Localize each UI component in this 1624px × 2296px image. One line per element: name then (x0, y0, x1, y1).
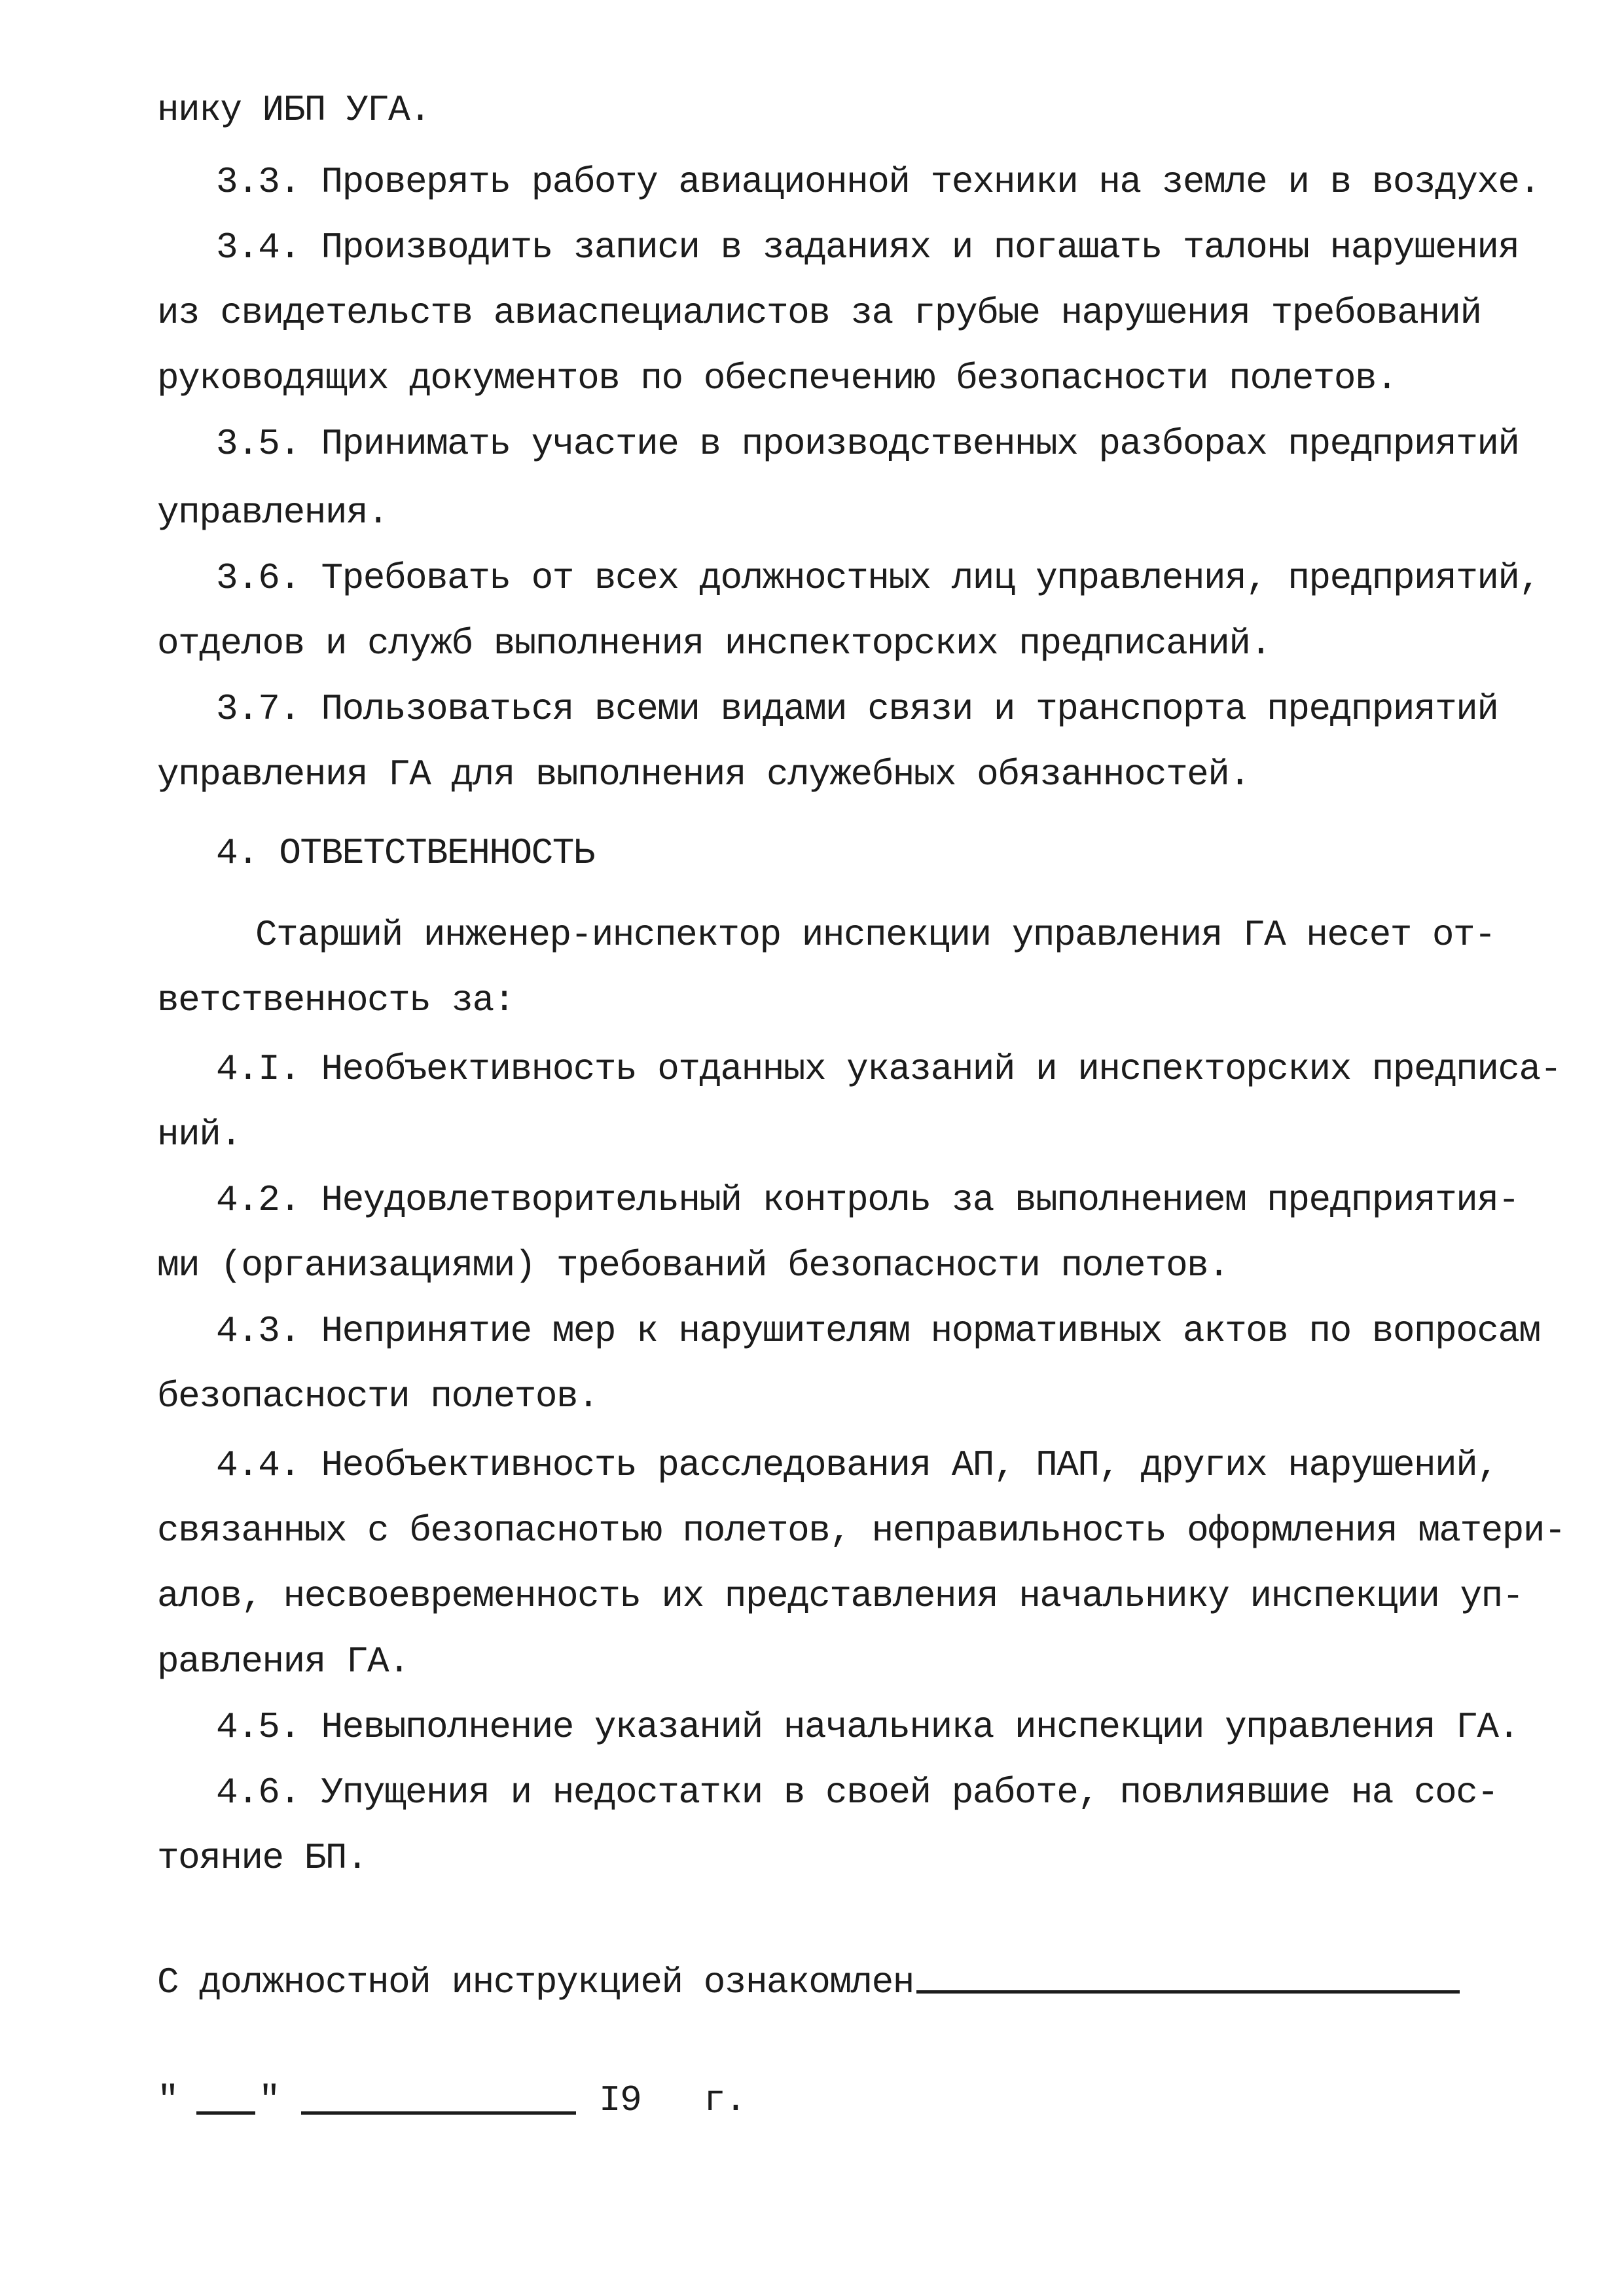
section-4-heading: 4. ОТВЕТСТВЕННОСТЬ (216, 832, 594, 874)
item-3-4-line-3: руководящих документов по обеспечению безопасности полетов. (157, 357, 1398, 399)
item-3-3-line-1: 3.3. Проверять работу авиационной техники на земле и в воздухе. (216, 161, 1540, 203)
acknowledgement-text: С должностной инструкцией ознакомлен (157, 1961, 914, 2003)
date-quote-close: " (259, 2079, 280, 2121)
date-quote-open: " (157, 2079, 179, 2121)
item-3-4-line-1: 3.4. Производить записи в заданиях и погашать талоны нарушения (216, 227, 1519, 268)
item-3-5-line-1: 3.5. Принимать участие в производственных разборах предприятий (216, 423, 1519, 465)
item-4-4-line-3: алов, несвоевременность их представления начальнику инспекции уп- (157, 1575, 1523, 1617)
year-suffix: г. (704, 2079, 746, 2121)
item-4-4-line-4: равления ГА. (157, 1641, 410, 1683)
item-4-4-line-2: связанных с безопаснотью полетов, неправильность оформления матери- (157, 1510, 1566, 1552)
item-3-5-line-2: управления. (157, 492, 389, 534)
item-4-2-line-1: 4.2. Неудовлетворительный контроль за выполнением предприятия- (216, 1179, 1519, 1221)
item-4-3-line-1: 4.3. Непринятие мер к нарушителям нормативных актов по вопросам (216, 1310, 1540, 1352)
item-3-7-line-2: управления ГА для выполнения служебных обязанностей. (157, 754, 1250, 795)
item-3-7-line-1: 3.7. Пользоваться всеми видами связи и транспорта предприятий (216, 688, 1498, 730)
year-prefix: I9 (599, 2079, 641, 2121)
section-4-intro-line-1: Старший инженер-инспектор инспекции управления ГА несет от- (255, 914, 1496, 956)
item-3-4-line-2: из свидетельств авиаспециалистов за грубые нарушения требований (157, 292, 1481, 334)
day-blank-line (196, 2111, 255, 2115)
item-3-6-line-2: отделов и служб выполнения инспекторских предписаний. (157, 623, 1271, 665)
month-blank-line (301, 2111, 576, 2115)
item-4-1-line-2: ний. (157, 1114, 242, 1156)
item-4-6-line-1: 4.6. Упущения и недостатки в своей работе, повлиявшие на сос- (216, 1772, 1498, 1813)
item-4-6-line-2: тояние БП. (157, 1837, 368, 1879)
item-4-2-line-2: ми (организациями) требований безопасности полетов. (157, 1245, 1229, 1286)
signature-line (916, 1990, 1460, 1994)
item-4-1-line-1: 4.I. Необъективность отданных указаний и инспекторских предписа- (216, 1048, 1561, 1090)
item-4-4-line-1: 4.4. Необъективность расследования АП, ПАП, других нарушений, (216, 1444, 1498, 1486)
continuation-line: нику ИБП УГА. (157, 89, 431, 131)
section-4-intro-line-2: ветственность за: (157, 979, 514, 1021)
item-4-5-line-1: 4.5. Невыполнение указаний начальника инспекции управления ГА. (216, 1706, 1519, 1748)
item-4-3-line-2: безопасности полетов. (157, 1376, 599, 1417)
item-3-6-line-1: 3.6. Требовать от всех должностных лиц управления, предприятий, (216, 557, 1540, 599)
